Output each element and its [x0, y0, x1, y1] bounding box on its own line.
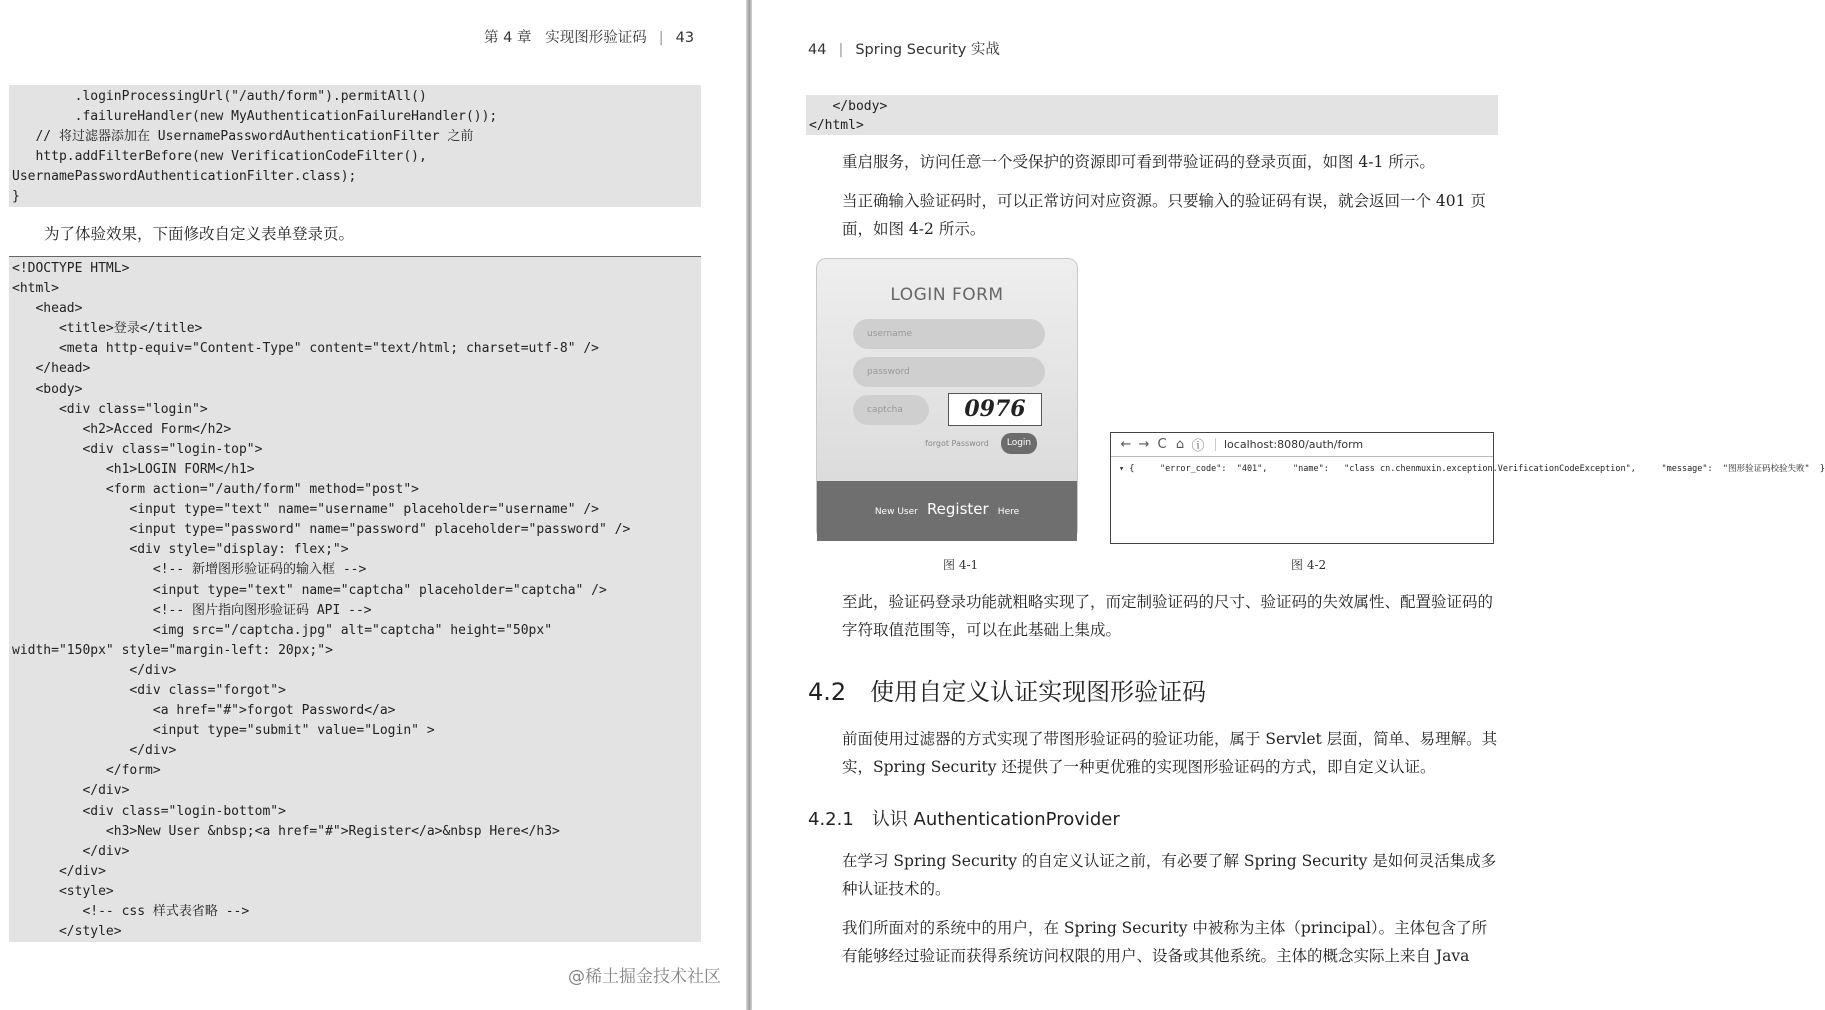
code-line: } [1809, 464, 1825, 474]
code-line: <style> [12, 883, 114, 899]
code-line: <!-- css 样式表省略 --> [12, 904, 250, 919]
paragraph-6-text: 我们所面对的系统中的用户，在 Spring Security 中被称为主体（principal）。主体包含了所有能够经过验证而获得系统访问权限的用户、设备或其他系统。主体的概念实际上来自 Java [842, 919, 1488, 965]
code-line: <!-- 图片指向图形验证码 API --> [12, 602, 372, 618]
code-line: <img src="/captcha.jpg" alt="captcha" height="50px" [12, 622, 553, 638]
code-line: <!DOCTYPE HTML> [12, 261, 130, 276]
intro-paragraph [44, 220, 704, 248]
page-number: 43 [675, 30, 695, 46]
section-title: 使用自定义认证实现图形验证码 [870, 678, 1207, 706]
code-block-html [9, 256, 701, 942]
figure-browser-json [1110, 432, 1825, 544]
json-response [1111, 457, 1825, 477]
subsection-number: 4.2.1 [808, 809, 854, 830]
login-bottom-bar [817, 481, 1077, 541]
code-line: width="150px" style="margin-left: 20px;"> [12, 642, 333, 658]
code-line: http.addFilterBefore(new VerificationCodeFilter(), [12, 149, 427, 165]
new-user-text: New User [874, 507, 918, 517]
reload-icon: C [1157, 437, 1167, 452]
info-icon: ⓘ [1191, 439, 1205, 454]
code-line: <div class="login-top"> [12, 441, 263, 457]
code-block-closing [806, 95, 1498, 135]
paragraph-3 [808, 588, 1498, 644]
figure-4-2-caption: 图 4-2 [1291, 558, 1327, 572]
code-line: <form action="/auth/form" method="post"> [12, 482, 419, 498]
code-line: </div> [12, 783, 130, 799]
subsection-title: 认识 AuthenticationProvider [871, 809, 1120, 830]
code-line: <input type="text" name="captcha" placeholder="captcha" /> [12, 582, 607, 598]
paragraph-5-text: 在学习 Spring Security 的自定义认证之前，有必要了解 Spring Security 是如何灵活集成多种认证技术的。 [842, 852, 1497, 898]
code-line: <input type="password" name="password" placeholder="password" /> [12, 522, 631, 538]
paragraph-1 [808, 148, 1498, 176]
code-line: </div> [12, 662, 177, 678]
book-title: Spring Security 实战 [855, 42, 1000, 58]
paragraph-4 [808, 725, 1498, 781]
code-line: ▾ { [1119, 464, 1135, 474]
code-line: <meta http-equiv="Content-Type" content="text/html; charset=utf-8" /> [12, 341, 599, 357]
code-line: <html> [12, 281, 59, 297]
paragraph-1-text: 重启服务，访问任意一个受保护的资源即可看到带验证码的登录页面，如图 4-1 所示。 [842, 153, 1435, 171]
section-number: 4.2 [808, 678, 847, 706]
captcha-image: 0976 [948, 393, 1042, 426]
code-line: <input type="submit" value="Login" > [12, 723, 435, 739]
figure-4-1-caption: 图 4-1 [943, 558, 979, 572]
paragraph-3-text: 至此，验证码登录功能就粗略实现了，而定制验证码的尺寸、验证码的失效属性、配置验证码的字符取值范围等，可以在此基础上集成。 [842, 593, 1494, 639]
home-icon: ⌂ [1175, 437, 1185, 452]
code-line: </html> [809, 118, 864, 133]
code-line: } [12, 189, 20, 205]
right-page [752, 0, 1825, 1010]
left-page-header: 第 4 章 实现图形验证码 | 43 [484, 30, 695, 46]
code-line: "name": "class cn.chenmuxin.exception.VerificationCodeException", [1267, 464, 1636, 474]
code-line: <a href="#">forgot Password</a> [12, 703, 396, 719]
forward-arrow-icon: → [1138, 437, 1150, 452]
code-line: .failureHandler(new MyAuthenticationFailureHandler()); [12, 109, 498, 125]
code-line: </form> [12, 763, 161, 779]
password-input: password [853, 357, 1045, 387]
register-link: Register [926, 500, 989, 518]
code-line: "error_code": "401", [1134, 464, 1268, 474]
code-line: <head> [12, 301, 83, 317]
left-page [0, 0, 748, 1010]
code-line: <h1>LOGIN FORM</h1> [12, 461, 255, 477]
intro-text: 为了体验效果，下面修改自定义表单登录页。 [44, 225, 355, 243]
page-number: 44 [808, 42, 827, 58]
code-line: // 将过滤器添加在 UsernamePasswordAuthenticationFilter 之前 [12, 129, 474, 145]
paragraph-2-text: 当正确输入验证码时，可以正常访问对应资源。只要输入的验证码有误，就会返回一个 401 页面，如图 4-2 所示。 [842, 192, 1486, 238]
code-block-java [9, 85, 701, 207]
chapter-label: 第 4 章 [484, 30, 532, 46]
code-line: <!-- 新增图形验证码的输入框 --> [12, 562, 367, 578]
code-line: <div style="display: flex;"> [12, 542, 349, 558]
code-line: </div> [12, 743, 177, 759]
paragraph-2 [808, 187, 1498, 243]
code-line: UsernamePasswordAuthenticationFilter.class); [12, 169, 357, 185]
watermark: @稀土掘金技术社区 [568, 967, 721, 987]
code-line: <title>登录</title> [12, 321, 203, 337]
code-line: <div class="login"> [12, 401, 208, 417]
browser-toolbar [1111, 433, 1493, 457]
code-line: <div class="forgot"> [12, 682, 286, 698]
paragraph-5 [808, 847, 1498, 903]
code-line: </div> [12, 863, 106, 879]
here-text: Here [997, 507, 1020, 517]
chapter-title: 实现图形验证码 [545, 30, 647, 46]
right-page-header: 44 | Spring Security 实战 [808, 42, 1000, 58]
code-line: .loginProcessingUrl("/auth/form").permitAll() [12, 89, 427, 104]
code-line: </div> [12, 843, 130, 859]
back-arrow-icon: ← [1120, 437, 1132, 452]
code-line: <body> [12, 381, 83, 397]
subsection-heading [808, 805, 1120, 831]
login-form-title: LOGIN FORM [890, 285, 1004, 305]
username-input: username [853, 319, 1045, 349]
code-line: <h2>Acced Form</h2> [12, 421, 232, 437]
paragraph-4-text: 前面使用过滤器的方式实现了带图形验证码的验证功能，属于 Servlet 层面，简单、易理解。其实，Spring Security 还提供了一种更优雅的实现图形验证码的方式，即自定义认证。 [842, 730, 1498, 776]
code-line: </body> [809, 99, 888, 114]
address-bar: localhost:8080/auth/form [1215, 438, 1363, 451]
code-line: </style> [12, 924, 122, 940]
code-line: <input type="text" name="username" placeholder="username" /> [12, 502, 599, 518]
code-line: </head> [12, 361, 91, 377]
forgot-password-link: forgot Password [925, 439, 989, 448]
code-line: <h3>New User &nbsp;<a href="#">Register</a>&nbsp Here</h3> [12, 823, 560, 839]
captcha-input: captcha [853, 395, 929, 425]
code-line: <div class="login-bottom"> [12, 803, 286, 819]
login-button: Login [1001, 433, 1037, 454]
paragraph-6 [808, 914, 1498, 970]
figure-login-form [816, 258, 1078, 540]
code-line: "message": "图形验证码校验失败" [1635, 464, 1810, 474]
section-heading [808, 672, 1206, 707]
